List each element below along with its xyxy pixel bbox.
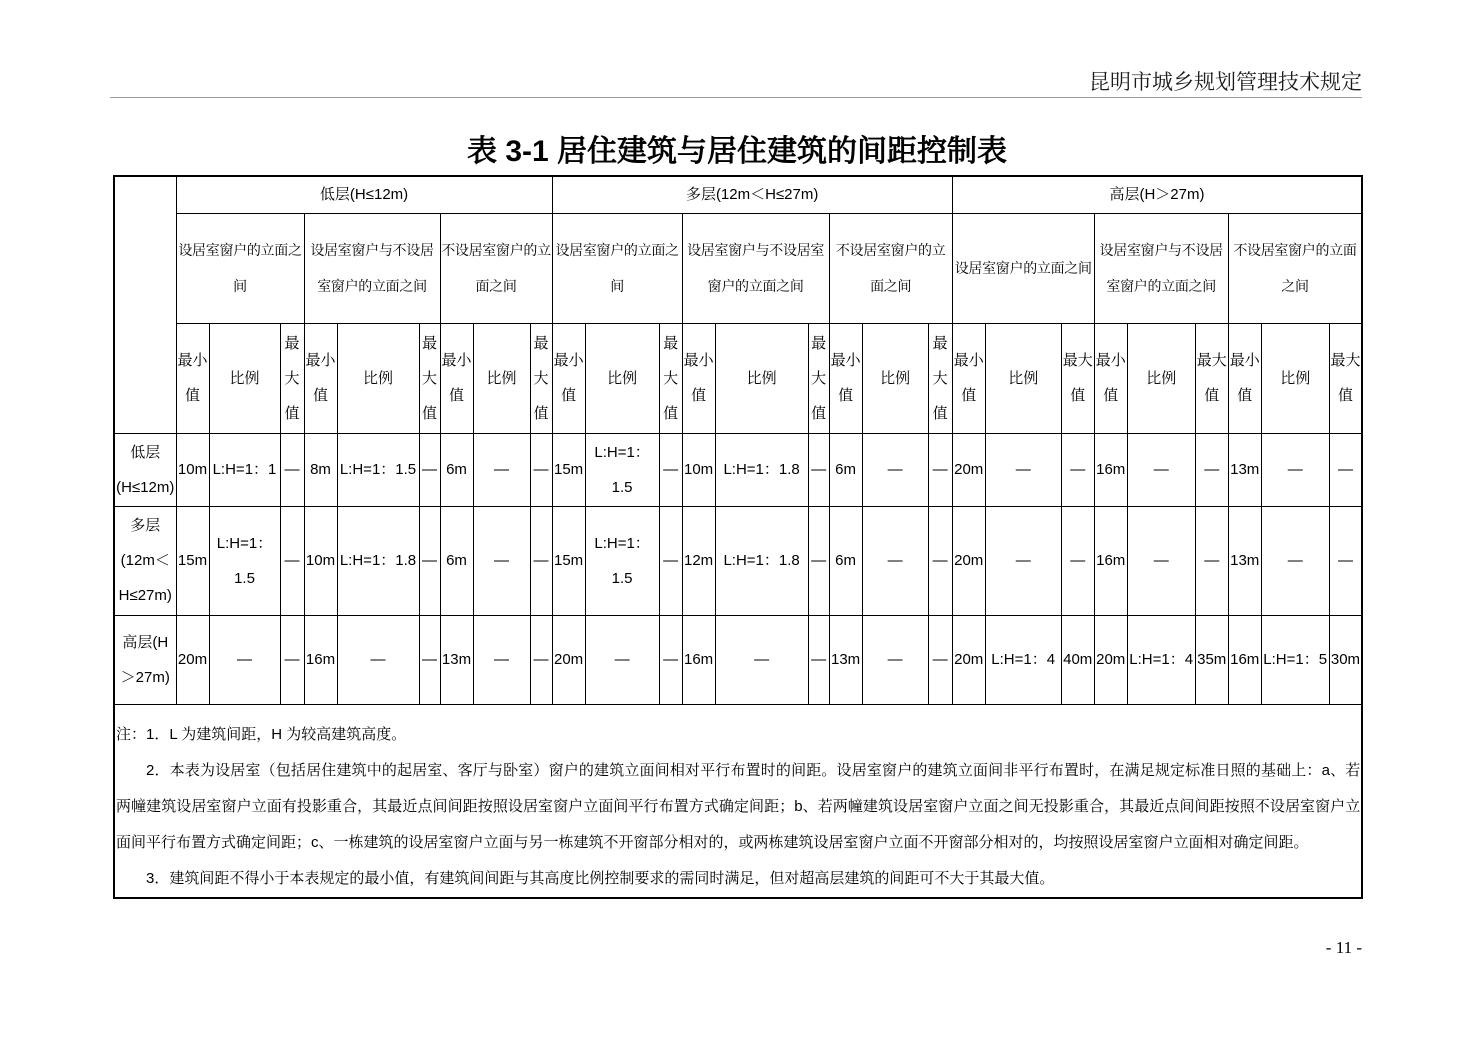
ratio-value-cell: — — [862, 615, 928, 704]
column-label-min: 最小值 — [829, 323, 862, 433]
column-label-row — [114, 323, 1362, 433]
min-value-cell: 20m — [176, 615, 209, 704]
max-value-cell: — — [808, 506, 829, 615]
subgroup-header: 不设居室窗户的立面之间 — [1228, 213, 1362, 323]
column-label-max: 最大值 — [280, 323, 304, 433]
max-value-cell: — — [928, 615, 952, 704]
subgroup-header: 设居室窗户的立面之间 — [552, 213, 682, 323]
subgroup-header: 设居室窗户的立面之间 — [176, 213, 304, 323]
max-value-cell: — — [1195, 433, 1228, 506]
table-row — [114, 433, 1362, 506]
ratio-value-cell: — — [585, 615, 659, 704]
max-value-cell: — — [1329, 433, 1362, 506]
min-value-cell: 20m — [552, 615, 585, 704]
column-label-min: 最小值 — [304, 323, 337, 433]
row-header: 高层(H＞27m) — [114, 615, 176, 704]
max-value-cell: — — [530, 615, 552, 704]
table-note: 注：1．L 为建筑间距，H 为较高建筑高度。 — [116, 725, 407, 743]
ratio-value-cell: L:H=1：1.5 — [337, 433, 419, 506]
subgroup-header-row — [114, 213, 1362, 323]
max-value-cell: — — [530, 506, 552, 615]
column-label-ratio: 比例 — [715, 323, 808, 433]
ratio-value-cell: — — [1127, 506, 1195, 615]
subgroup-header: 设居室窗户与不设居室窗户的立面之间 — [1094, 213, 1228, 323]
max-value-cell: — — [280, 615, 304, 704]
header-rule — [110, 97, 1362, 98]
page-number: - 11 - — [1325, 938, 1362, 957]
row-header: 低层(H≤12m) — [114, 433, 176, 506]
column-label-ratio: 比例 — [209, 323, 280, 433]
max-value-cell: — — [659, 433, 682, 506]
running-header-title: 昆明市城乡规划管理技术规定 — [1089, 70, 1362, 94]
min-value-cell: 15m — [552, 506, 585, 615]
max-value-cell: — — [280, 506, 304, 615]
max-value-cell: — — [419, 433, 440, 506]
ratio-value-cell: — — [473, 433, 530, 506]
min-value-cell: 13m — [829, 615, 862, 704]
group-header: 高层(H＞27m) — [952, 176, 1362, 213]
ratio-value-cell: — — [985, 433, 1061, 506]
subgroup-header: 设居室窗户的立面之间 — [952, 213, 1094, 323]
max-value-cell: — — [808, 615, 829, 704]
ratio-value-cell: — — [473, 615, 530, 704]
min-value-cell: 10m — [304, 506, 337, 615]
column-label-ratio: 比例 — [473, 323, 530, 433]
max-value-cell: 40m — [1061, 615, 1094, 704]
subgroup-header: 不设居室窗户的立面之间 — [829, 213, 952, 323]
column-label-min: 最小值 — [1094, 323, 1127, 433]
max-value-cell: — — [1329, 506, 1362, 615]
max-value-cell: — — [808, 433, 829, 506]
column-label-max: 最大值 — [808, 323, 829, 433]
notes-cell — [114, 704, 1362, 898]
column-label-max: 最大值 — [1195, 323, 1228, 433]
column-label-ratio: 比例 — [1127, 323, 1195, 433]
min-value-cell: 16m — [682, 615, 715, 704]
ratio-value-cell: — — [1261, 506, 1329, 615]
column-label-ratio: 比例 — [985, 323, 1061, 433]
min-value-cell: 8m — [304, 433, 337, 506]
subgroup-header: 设居室窗户与不设居室窗户的立面之间 — [304, 213, 440, 323]
column-label-max: 最大值 — [659, 323, 682, 433]
column-label-max: 最大值 — [530, 323, 552, 433]
group-header: 低层(H≤12m) — [176, 176, 552, 213]
max-value-cell: — — [659, 506, 682, 615]
subgroup-header: 设居室窗户与不设居室窗户的立面之间 — [682, 213, 829, 323]
group-header-row — [114, 176, 1362, 213]
ratio-value-cell: L:H=1：1.8 — [715, 506, 808, 615]
column-label-min: 最小值 — [952, 323, 985, 433]
min-value-cell: 16m — [1094, 506, 1127, 615]
min-value-cell: 16m — [304, 615, 337, 704]
ratio-value-cell: L:H=1：1.5 — [585, 433, 659, 506]
ratio-value-cell: L:H=1：5 — [1261, 615, 1329, 704]
ratio-value-cell: — — [1261, 433, 1329, 506]
min-value-cell: 6m — [829, 506, 862, 615]
min-value-cell: 13m — [1228, 433, 1261, 506]
ratio-value-cell: L:H=1：4 — [1127, 615, 1195, 704]
subgroup-header: 不设居室窗户的立面之间 — [440, 213, 552, 323]
column-label-max: 最大值 — [419, 323, 440, 433]
table-row — [114, 615, 1362, 704]
ratio-value-cell: — — [862, 506, 928, 615]
min-value-cell: 10m — [682, 433, 715, 506]
column-label-ratio: 比例 — [585, 323, 659, 433]
row-header: 多层(12m＜H≤27m) — [114, 506, 176, 615]
column-label-ratio: 比例 — [337, 323, 419, 433]
max-value-cell: — — [419, 506, 440, 615]
min-value-cell: 20m — [952, 433, 985, 506]
column-label-min: 最小值 — [176, 323, 209, 433]
ratio-value-cell: L:H=1：4 — [985, 615, 1061, 704]
ratio-value-cell: — — [715, 615, 808, 704]
column-label-max: 最大值 — [928, 323, 952, 433]
ratio-value-cell: — — [473, 506, 530, 615]
column-label-min: 最小值 — [682, 323, 715, 433]
column-label-min: 最小值 — [552, 323, 585, 433]
ratio-value-cell: L:H=1：1.8 — [337, 506, 419, 615]
min-value-cell: 16m — [1228, 615, 1261, 704]
min-value-cell: 13m — [440, 615, 473, 704]
min-value-cell: 15m — [552, 433, 585, 506]
min-value-cell: 12m — [682, 506, 715, 615]
spacing-control-table — [113, 175, 1363, 899]
corner-cell — [114, 176, 176, 433]
max-value-cell: — — [1061, 506, 1094, 615]
max-value-cell: — — [928, 433, 952, 506]
table-body — [114, 176, 1362, 898]
notes-row — [114, 704, 1362, 898]
min-value-cell: 15m — [176, 506, 209, 615]
max-value-cell: — — [1195, 506, 1228, 615]
column-label-max: 最大值 — [1329, 323, 1362, 433]
min-value-cell: 20m — [1094, 615, 1127, 704]
ratio-value-cell: L:H=1：1.5 — [209, 506, 280, 615]
ratio-value-cell: — — [209, 615, 280, 704]
group-header: 多层(12m＜H≤27m) — [552, 176, 952, 213]
column-label-ratio: 比例 — [862, 323, 928, 433]
ratio-value-cell: L:H=1：1.5 — [585, 506, 659, 615]
min-value-cell: 13m — [1228, 506, 1261, 615]
max-value-cell: 30m — [1329, 615, 1362, 704]
max-value-cell: 35m — [1195, 615, 1228, 704]
min-value-cell: 6m — [440, 506, 473, 615]
ratio-value-cell: — — [862, 433, 928, 506]
column-label-min: 最小值 — [440, 323, 473, 433]
min-value-cell: 20m — [952, 506, 985, 615]
max-value-cell: — — [530, 433, 552, 506]
min-value-cell: 10m — [176, 433, 209, 506]
min-value-cell: 16m — [1094, 433, 1127, 506]
table-row — [114, 506, 1362, 615]
max-value-cell: — — [419, 615, 440, 704]
ratio-value-cell: L:H=1：1.8 — [715, 433, 808, 506]
max-value-cell: — — [1061, 433, 1094, 506]
min-value-cell: 6m — [440, 433, 473, 506]
column-label-max: 最大值 — [1061, 323, 1094, 433]
table-title: 表 3-1 居住建筑与居住建筑的间距控制表 — [466, 135, 1008, 168]
ratio-value-cell: — — [337, 615, 419, 704]
column-label-min: 最小值 — [1228, 323, 1261, 433]
max-value-cell: — — [928, 506, 952, 615]
ratio-value-cell: — — [1127, 433, 1195, 506]
min-value-cell: 20m — [952, 615, 985, 704]
ratio-value-cell: — — [985, 506, 1061, 615]
table-note: 2．本表为设居室（包括居住建筑中的起居室、客厅与卧室）窗户的建筑立面间相对平行布置时的间距。设居室窗户的建筑立面间非平行布置时，在满足规定标准日照的基础上：a、若两幢建筑设居室窗户立面有投影重合，其最近点间间距按照设居室窗户立面间平行布置方式确定间距；b、若两幢建筑设居室窗户立面之间无投影重合，其最近点间间距按照不设居室窗户立面间平行布置方式确定间距；c、一栋建筑的设居室窗户立面与另一栋建筑不开窗部分相对的，或两栋建筑设居室窗户立面不开窗部分相对的，均按照设居室窗户立面相对确定间距。 — [116, 761, 1361, 851]
max-value-cell: — — [659, 615, 682, 704]
max-value-cell: — — [280, 433, 304, 506]
table-note: 3．建筑间距不得小于本表规定的最小值，有建筑间间距与其高度比例控制要求的需同时满足，但对超高层建筑的间距可不大于其最大值。 — [146, 869, 1055, 887]
min-value-cell: 6m — [829, 433, 862, 506]
ratio-value-cell: L:H=1：1 — [209, 433, 280, 506]
column-label-ratio: 比例 — [1261, 323, 1329, 433]
